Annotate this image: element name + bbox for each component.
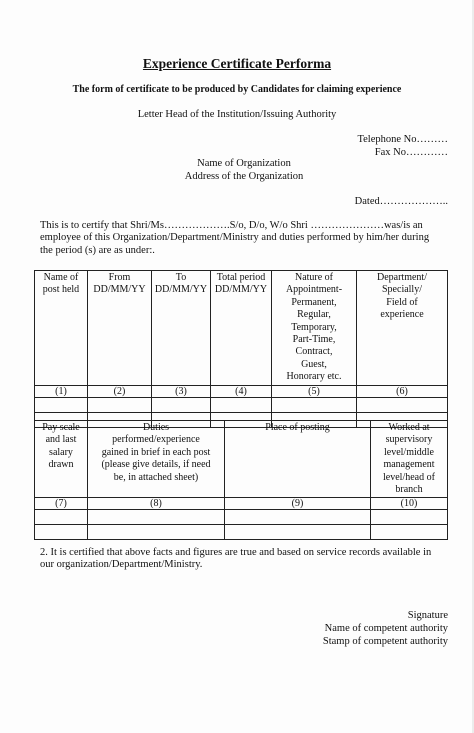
letterhead-line: Letter Head of the Institution/Issuing Authority bbox=[137, 109, 337, 120]
header-pay-scale: Pay scale and last salary drawn bbox=[35, 421, 88, 498]
certify-paragraph bbox=[40, 220, 442, 257]
column-number: (10) bbox=[371, 498, 448, 510]
header-to: To DD/MM/YY bbox=[152, 271, 211, 386]
organization-name: Name of Organization bbox=[197, 158, 291, 169]
header-worked-at: Worked at supervisory level/middle management level/head of branch bbox=[371, 421, 448, 498]
certified-paragraph bbox=[40, 547, 442, 572]
employment-table-1 bbox=[34, 270, 448, 428]
certify-line: This is to certify that Shri/Ms……………….S/o, D/o, W/o Shri …………………was/is an bbox=[40, 220, 423, 231]
table-row bbox=[35, 397, 448, 412]
header-from: From DD/MM/YY bbox=[88, 271, 152, 386]
certified-line: our organization/Department/Ministry. bbox=[40, 559, 203, 571]
certify-line: employee of this Organization/Department/Ministry and duties performed by him/her during bbox=[40, 232, 430, 244]
column-number: (7) bbox=[35, 498, 88, 510]
table-header-row bbox=[35, 271, 448, 386]
document-title: Experience Certificate Performa bbox=[142, 56, 332, 71]
certify-line: the period (s) are as under:. bbox=[40, 244, 155, 256]
column-number: (6) bbox=[357, 385, 448, 397]
column-number-row bbox=[35, 385, 448, 397]
signature-label: Signature bbox=[407, 610, 448, 621]
column-number: (8) bbox=[88, 498, 225, 510]
table-header-row bbox=[35, 421, 448, 498]
column-number: (2) bbox=[88, 385, 152, 397]
authority-stamp-label: Stamp of competent authority bbox=[322, 636, 448, 647]
certified-line: 2. It is certified that above facts and figures are true and based on service records available in bbox=[40, 547, 432, 558]
table-row bbox=[35, 525, 448, 540]
column-number: (5) bbox=[272, 385, 357, 397]
header-duties: Duties performed/experience gained in brief in each post (please give details, if need be, in attached sheet) bbox=[88, 421, 225, 498]
column-number-row bbox=[35, 498, 448, 510]
header-total-period: Total period DD/MM/YY bbox=[211, 271, 272, 386]
telephone-line: Telephone No……… bbox=[357, 134, 448, 145]
header-department: Department/ Specially/ Field of experience bbox=[357, 271, 448, 386]
authority-name-label: Name of competent authority bbox=[324, 623, 448, 634]
table-row bbox=[35, 510, 448, 525]
dated-line: Dated……………….. bbox=[354, 196, 448, 207]
fax-line: Fax No………… bbox=[374, 147, 448, 158]
header-place-of-posting: Place of posting bbox=[225, 421, 371, 498]
column-number: (1) bbox=[35, 385, 88, 397]
column-number: (3) bbox=[152, 385, 211, 397]
organization-address: Address of the Organization bbox=[184, 171, 304, 182]
document-subtitle: The form of certificate to be produced by Candidates for claiming experience bbox=[72, 84, 402, 95]
header-post-held: Name of post held bbox=[35, 271, 88, 386]
header-nature-of-appointment: Nature of Appointment- Permanent, Regular, Temporary, Part-Time, Contract, Guest, Honorary etc. bbox=[272, 271, 357, 386]
column-number: (9) bbox=[225, 498, 371, 510]
column-number: (4) bbox=[211, 385, 272, 397]
employment-table-2 bbox=[34, 420, 448, 540]
